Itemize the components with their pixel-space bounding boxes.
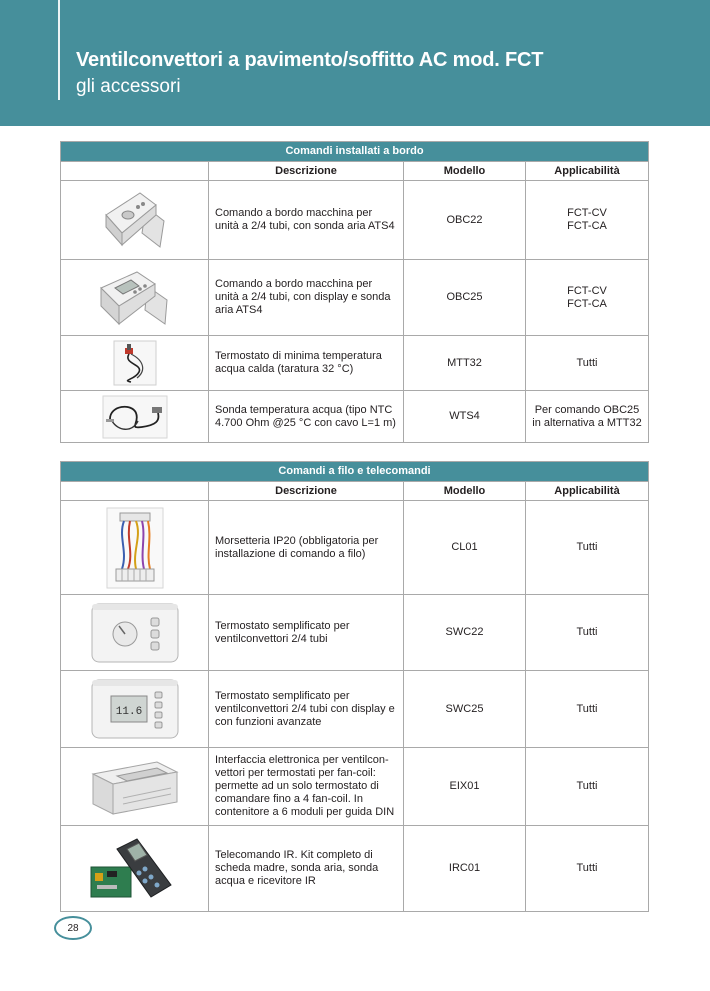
description: Interfaccia elettronica per ventilcon-vettori per termostati per fan-coil: permette ad un solo termostato di comandare fino a 4 fan-coil. In contenitore a 6 moduli per guida DIN: [209, 748, 404, 826]
applicability: FCT-CV FCT-CA: [526, 181, 649, 260]
description: Termostato semplificato per ventilconvettori 2/4 tubi con display e con funzioni avanzate: [209, 671, 404, 748]
table-row: [61, 336, 649, 391]
description: Morsetteria IP20 (obbligatoria per installazione di comando a filo): [209, 501, 404, 595]
col-description: Descrizione: [209, 162, 404, 181]
obc22-controller-icon: [61, 181, 209, 260]
thermostat-probe-icon: [61, 336, 209, 391]
description: Comando a bordo macchina per unità a 2/4 tubi, con sonda aria ATS4: [209, 181, 404, 260]
col-applicability: Applicabilità: [526, 162, 649, 181]
col-model: Modello: [404, 162, 526, 181]
header-divider: [58, 0, 60, 100]
model: WTS4: [404, 391, 526, 443]
section-title: Comandi installati a bordo: [61, 142, 649, 162]
table-row: [61, 826, 649, 912]
terminal-block-icon: [61, 501, 209, 595]
model: SWC25: [404, 671, 526, 748]
din-rail-module-icon: [61, 748, 209, 826]
page-number: 28: [54, 916, 92, 940]
wired-remote-controls-table: [60, 461, 649, 912]
description: Termostato semplificato per ventilconvettori 2/4 tubi: [209, 595, 404, 671]
table-row: [61, 260, 649, 336]
model: IRC01: [404, 826, 526, 912]
applicability: Tutti: [526, 671, 649, 748]
wall-thermostat-icon: [61, 595, 209, 671]
applicability: FCT-CV FCT-CA: [526, 260, 649, 336]
model: MTT32: [404, 336, 526, 391]
table-row: [61, 671, 649, 748]
applicability: Per comando OBC25 in alternativa a MTT32: [526, 391, 649, 443]
table-row: [61, 501, 649, 595]
description: Sonda temperatura acqua (tipo NTC 4.700 Ohm @25 °C con cavo L=1 m): [209, 391, 404, 443]
model: OBC22: [404, 181, 526, 260]
col-applicability: Applicabilità: [526, 482, 649, 501]
description: Telecomando IR. Kit completo di scheda madre, sonda aria, sonda acqua e ricevitore IR: [209, 826, 404, 912]
page-title: Ventilconvettori a pavimento/soffitto AC mod. FCT: [76, 49, 544, 71]
applicability: Tutti: [526, 595, 649, 671]
applicability: Tutti: [526, 748, 649, 826]
table-row: [61, 595, 649, 671]
model: CL01: [404, 501, 526, 595]
col-image: [61, 482, 209, 501]
table-row: [61, 748, 649, 826]
model: EIX01: [404, 748, 526, 826]
ir-remote-kit-icon: [61, 826, 209, 912]
description: Termostato di minima temperatura acqua calda (taratura 32 °C): [209, 336, 404, 391]
col-image: [61, 162, 209, 181]
model: OBC25: [404, 260, 526, 336]
obc25-controller-icon: [61, 260, 209, 336]
applicability: Tutti: [526, 826, 649, 912]
onboard-controls-table: [60, 141, 649, 443]
wall-thermostat-display-icon: [61, 671, 209, 748]
water-probe-cable-icon: [61, 391, 209, 443]
col-model: Modello: [404, 482, 526, 501]
table-row: [61, 181, 649, 260]
section-title: Comandi a filo e telecomandi: [61, 462, 649, 482]
display-readout: 11.6: [115, 706, 142, 718]
model: SWC22: [404, 595, 526, 671]
page-subtitle: gli accessori: [76, 76, 181, 97]
table-row: [61, 391, 649, 443]
description: Comando a bordo macchina per unità a 2/4 tubi, con display e sonda aria ATS4: [209, 260, 404, 336]
col-description: Descrizione: [209, 482, 404, 501]
applicability: Tutti: [526, 336, 649, 391]
applicability: Tutti: [526, 501, 649, 595]
